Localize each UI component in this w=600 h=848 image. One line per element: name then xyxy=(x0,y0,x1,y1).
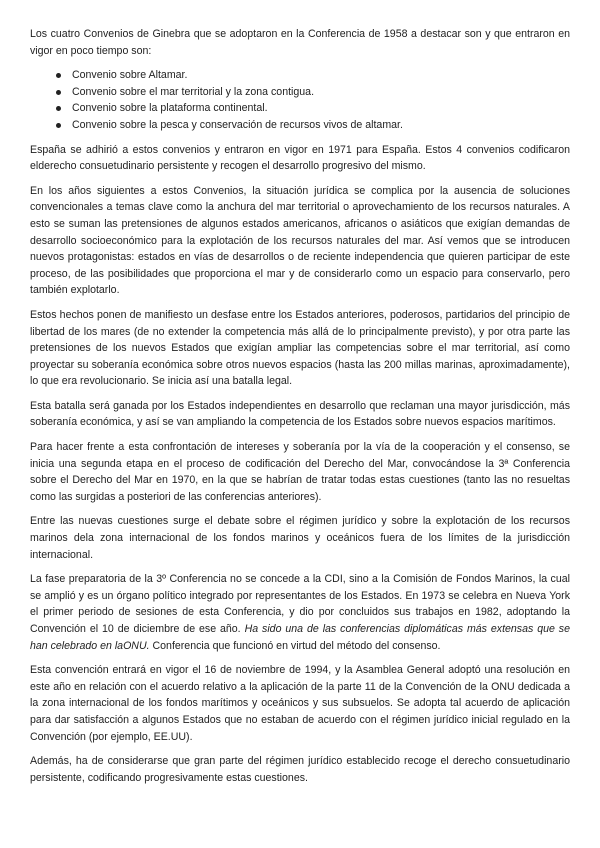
bullet-icon xyxy=(56,123,61,128)
list-item-text: Convenio sobre Altamar. xyxy=(72,69,188,82)
list-item-text: Convenio sobre el mar territorial y la zona contigua. xyxy=(72,85,315,98)
paragraph-following-years: En los años siguientes a estos Convenios, la situación jurídica se complica por la ausencia de soluciones convencionales a temas clave como la anchura del mar territorial o aprovechamiento de los recursos naturales. A esto se suman las pretensiones de algunos estados americanos, africanos o asiáticos que exigían demandas de desarrollo socioeconómico para la explotación de los recursos naturales del mar. Así vemos que se introducen nuevos protagonistas: estados en vías de desarrollos o de reciente independencia que quieren participar de este proceso, de las posibilidades que proporciona el mar y de considerarlo como un espacio para conservarlo, pero también explotarlo. xyxy=(30,184,570,297)
italic-text: Ha sido una de las conferencias diplomáticas más extensas que se han celebrado en laONU. xyxy=(30,623,570,652)
bullet-icon xyxy=(56,73,61,78)
bullet-icon xyxy=(56,106,61,111)
paragraph-text: La fase preparatoria de la 3º Conferencia no se concede a la CDI, sino a la Comisión de Fondos Marinos, la cual se amplió y es un órgano político integrado por representantes de los Estados. En 1973 se celebra en Nueva York el primer periodo de sesiones de esta Conferencia, y dio por concluidos sus trabajos en 1982, adoptando la Convención el 10 de diciembre de ese año. xyxy=(30,573,570,635)
paragraph-preparatory-phase xyxy=(30,571,570,654)
conventions-list xyxy=(30,67,570,133)
document-body xyxy=(30,26,570,794)
list-item xyxy=(30,100,570,117)
intro-paragraph: Los cuatro Convenios de Ginebra que se adoptaron en la Conferencia de 1958 a destacar son y que entraron en vigor en poco tiempo son: xyxy=(30,28,570,57)
list-item-text: Convenio sobre la pesca y conservación de recursos vivos de altamar. xyxy=(72,118,403,131)
list-item-text: Convenio sobre la plataforma continental. xyxy=(72,102,268,115)
paragraph-battle: Esta batalla será ganada por los Estados independientes en desarrollo que reclaman una mayor jurisdicción, más soberanía económica, y así se van ampliando la competencia de los Estados sobre nuevos espacios marítimos. xyxy=(30,399,570,429)
list-item xyxy=(30,67,570,84)
paragraph-entry-into-force: Esta convención entrará en vigor el 16 de noviembre de 1994, y la Asamblea General adoptó una resolución en este año en relación con el acuerdo relativo a la aplicación de la parte 11 de la Convención de la ONU dedicada a la zona internacional de los fondos marítimos y oceánicos y sus subsuelos. Se adopta tal acuerdo de aplicación para dar satisfacción a algunos Estados que no estaban de acuerdo con el régimen jurídico inicial regulado en la Convención (por ejemplo, EE.UU). xyxy=(30,664,570,743)
paragraph-text: Conferencia que funcionó en virtud del método del consenso. xyxy=(149,639,441,652)
paragraph-mismatch: Estos hechos ponen de manifiesto un desfase entre los Estados anteriores, poderosos, partidarios del principio de libertad de los mares (de no extender la competencia más allá de lo principalmente previsto), y por otra parte las pretensiones de los nuevos Estados que exigían ampliar las competencias sobre el mar territorial, así como proyectar su soberanía económica sobre otros nuevos espacios (hasta las 200 millas marinas, aproximadamente), lo que era revolucionario. Se inicia así una batalla legal. xyxy=(30,308,570,388)
paragraph-third-conference: Para hacer frente a esta confrontación de intereses y soberanía por la vía de la cooperación y el consenso, se inicia una segunda etapa en el proceso de codificación del Derecho del Mar, convocándose la 3ª Conferencia sobre el Derecho del Mar en 1970, en la que se habrían de tratar todas estas cuestiones (tanto las no resueltas como las surgidas a posteriori de las conferencias anteriores). xyxy=(30,441,570,503)
paragraph-conclusion: Además, ha de considerarse que gran parte del régimen jurídico establecido recoge el derecho consuetudinario persistente, codificando progresivamente estas cuestiones. xyxy=(30,755,570,784)
list-item xyxy=(30,117,570,134)
paragraph-new-issues: Entre las nuevas cuestiones surge el debate sobre el régimen jurídico y sobre la explotación de los recursos marinos dela zona internacional de los fondos marinos y oceánicos fuera de los límites de la jurisdicción internacional. xyxy=(30,515,570,561)
list-item xyxy=(30,84,570,101)
bullet-icon xyxy=(56,90,61,95)
paragraph-spain-adhesion: España se adhirió a estos convenios y entraron en vigor en 1971 para España. Estos 4 convenios codificaron elderecho consuetudinario persistente y recogen el desarrollo progresivo del mismo. xyxy=(30,143,570,173)
